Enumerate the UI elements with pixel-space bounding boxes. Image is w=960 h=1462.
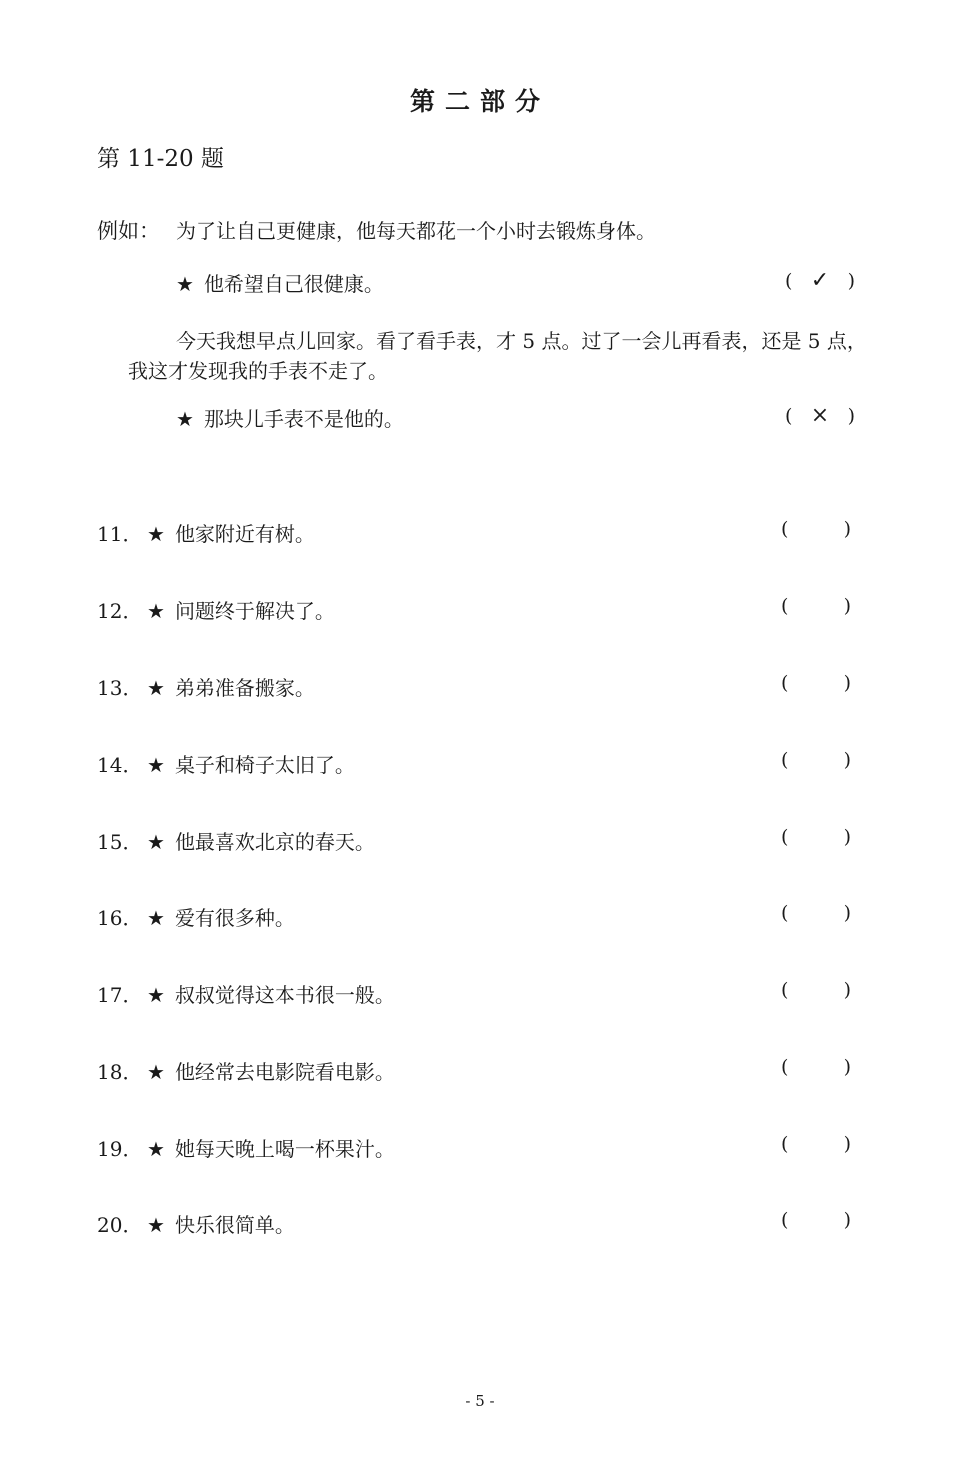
star-icon: ★ [147, 753, 165, 777]
answer-blank[interactable] [781, 902, 851, 924]
question-range: 第 11-20 题 [97, 146, 224, 172]
paren-open: ( [781, 595, 789, 617]
question-text: 他家附近有树。 [174, 522, 315, 546]
example-statement-2 [176, 403, 404, 432]
question-number: 12． [97, 599, 143, 623]
question-statement [147, 749, 355, 778]
paren-open: ( [781, 979, 789, 1001]
paren-open: ( [781, 1209, 789, 1231]
question-statement [147, 902, 295, 931]
answer-blank[interactable] [781, 672, 851, 694]
example-statement-2-text: 那块儿手表不是他的。 [203, 407, 404, 431]
cross-mark-icon: × [810, 403, 830, 428]
star-icon: ★ [147, 1213, 165, 1237]
question-statement [147, 1133, 395, 1162]
question-text: 她每天晚上喝一杯果汁。 [174, 1137, 395, 1161]
question-text: 他最喜欢北京的春天。 [174, 830, 375, 854]
paren-open: ( [781, 1133, 789, 1155]
question-number: 15． [97, 830, 143, 854]
answer-blank[interactable] [781, 826, 851, 848]
star-icon: ★ [176, 272, 194, 296]
paren-close: ) [843, 1056, 851, 1078]
example-label: 例如： [97, 219, 160, 243]
question-number: 16． [97, 906, 143, 930]
paren-close: ) [847, 269, 855, 292]
paren-open: ( [781, 672, 789, 694]
question-number: 20． [97, 1213, 143, 1237]
question-text: 弟弟准备搬家。 [174, 676, 315, 700]
star-icon: ★ [147, 983, 165, 1007]
question-text: 叔叔觉得这本书很一般。 [174, 983, 395, 1007]
star-icon: ★ [147, 599, 165, 623]
paren-close: ) [843, 979, 851, 1001]
paren-close: ) [843, 826, 851, 848]
question-text: 桌子和椅子太旧了。 [174, 753, 355, 777]
example-answer-2 [785, 403, 855, 428]
question-number: 19． [97, 1137, 143, 1161]
question-text: 快乐很简单。 [174, 1213, 295, 1237]
question-statement [147, 826, 375, 855]
paren-open: ( [785, 404, 793, 427]
paren-close: ) [843, 749, 851, 771]
star-icon: ★ [147, 1137, 165, 1161]
answer-blank[interactable] [781, 979, 851, 1001]
check-mark-icon: ✓ [810, 268, 830, 293]
question-text: 他经常去电影院看电影。 [174, 1060, 395, 1084]
paren-open: ( [781, 518, 789, 540]
answer-blank[interactable] [781, 1209, 851, 1231]
paren-close: ) [843, 1133, 851, 1155]
question-number: 17． [97, 983, 143, 1007]
paren-close: ) [843, 672, 851, 694]
example-passage: 今天我想早点儿回家。看了看手表，才 5 点。过了一会儿再看表，还是 5 点，我这才发现我的手表不走了。 [128, 329, 867, 383]
question-number: 11． [97, 522, 143, 546]
question-number: 14． [97, 753, 143, 777]
answer-blank[interactable] [781, 518, 851, 540]
paren-close: ) [843, 518, 851, 540]
star-icon: ★ [147, 1060, 165, 1084]
question-statement [147, 979, 395, 1008]
paren-open: ( [785, 269, 793, 292]
answer-blank[interactable] [781, 749, 851, 771]
paren-open: ( [781, 749, 789, 771]
star-icon: ★ [147, 906, 165, 930]
question-number: 13． [97, 676, 143, 700]
section-title: 第二部分 [409, 87, 550, 116]
star-icon: ★ [147, 522, 165, 546]
question-statement [147, 595, 335, 624]
question-statement [147, 672, 315, 701]
page-number: - 5 - [465, 1392, 495, 1410]
paren-close: ) [843, 902, 851, 924]
answer-blank[interactable] [781, 595, 851, 617]
answer-blank[interactable] [781, 1056, 851, 1078]
question-statement [147, 1209, 295, 1238]
paren-open: ( [781, 1056, 789, 1078]
paren-open: ( [781, 826, 789, 848]
question-number: 18． [97, 1060, 143, 1084]
star-icon: ★ [147, 676, 165, 700]
question-statement [147, 518, 315, 547]
example-statement-1 [176, 268, 384, 297]
question-text: 问题终于解决了。 [174, 599, 335, 623]
star-icon: ★ [147, 830, 165, 854]
example-sentence: 为了让自己更健康，他每天都花一个小时去锻炼身体。 [176, 219, 656, 243]
star-icon: ★ [176, 407, 194, 431]
question-text: 爱有很多种。 [174, 906, 295, 930]
example-answer-1 [785, 268, 855, 293]
example-statement-1-text: 他希望自己很健康。 [203, 272, 384, 296]
paren-close: ) [843, 595, 851, 617]
paren-close: ) [847, 404, 855, 427]
paren-open: ( [781, 902, 789, 924]
answer-blank[interactable] [781, 1133, 851, 1155]
question-statement [147, 1056, 395, 1085]
paren-close: ) [843, 1209, 851, 1231]
